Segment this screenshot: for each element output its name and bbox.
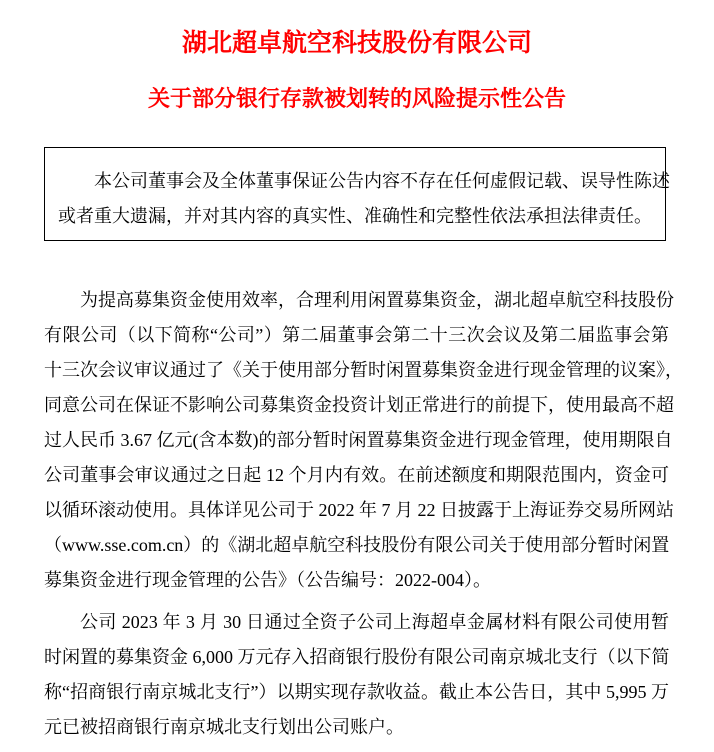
paragraph-2-line-2: 时闲置的募集资金 6,000 万元存入招商银行股份有限公司南京城北支行（以下简 <box>44 647 670 667</box>
disclaimer-box <box>44 147 670 241</box>
paragraph-2 <box>44 605 669 745</box>
paragraph-1-line-1: 为提高募集资金使用效率，合理利用闲置募集资金，湖北超卓航空科技股份 <box>80 290 674 310</box>
paragraph-1-line-4: 同意公司在保证不影响公司募集资金投资计划正常进行的前提下，使用最高不超 <box>44 395 674 415</box>
paragraph-2-line-1: 公司 2023 年 3 月 30 日通过全资子公司上海超卓金属材料有限公司使用暂 <box>80 612 669 632</box>
paragraph-1-line-6: 公司董事会审议通过之日起 12 个月内有效。在前述额度和期限范围内，资金可 <box>44 465 669 485</box>
disclaimer-line-2: 或者重大遗漏，并对其内容的真实性、准确性和完整性依法承担法律责任。 <box>58 206 652 226</box>
announcement-subtitle: 关于部分银行存款被划转的风险提示性公告 <box>147 86 566 111</box>
paragraph-1-line-9: 募集资金进行现金管理的公告》（公告编号：2022-004）。 <box>44 570 491 590</box>
paragraph-1-line-5: 过人民币 3.67 亿元(含本数)的部分暂时闲置募集资金进行现金管理，使用期限自 <box>44 430 673 450</box>
paragraph-1-line-7: 以循环滚动使用。具体详见公司于 2022 年 7 月 22 日披露于上海证券交易所网站 <box>44 500 674 520</box>
paragraph-1 <box>44 283 683 598</box>
paragraph-1-line-3: 十三次会议审议通过了《关于使用部分暂时闲置募集资金进行现金管理的议案》， <box>44 360 683 380</box>
disclaimer-line-1: 本公司董事会及全体董事保证公告内容不存在任何虚假记载、误导性陈述 <box>94 171 670 191</box>
company-name-title: 湖北超卓航空科技股份有限公司 <box>181 29 532 57</box>
paragraph-2-line-3: 称“招商银行南京城北支行”）以期实现存款收益。截止本公告日，其中 5,995 万 <box>44 682 669 702</box>
paragraph-1-line-8: （www.sse.com.cn）的《湖北超卓航空科技股份有限公司关于使用部分暂时闲置 <box>44 535 670 555</box>
paragraph-1-line-2: 有限公司（以下简称“公司”）第二届董事会第二十三次会议及第二届监事会第 <box>44 325 669 345</box>
paragraph-2-line-4: 元已被招商银行南京城北支行划出公司账户。 <box>44 717 404 737</box>
